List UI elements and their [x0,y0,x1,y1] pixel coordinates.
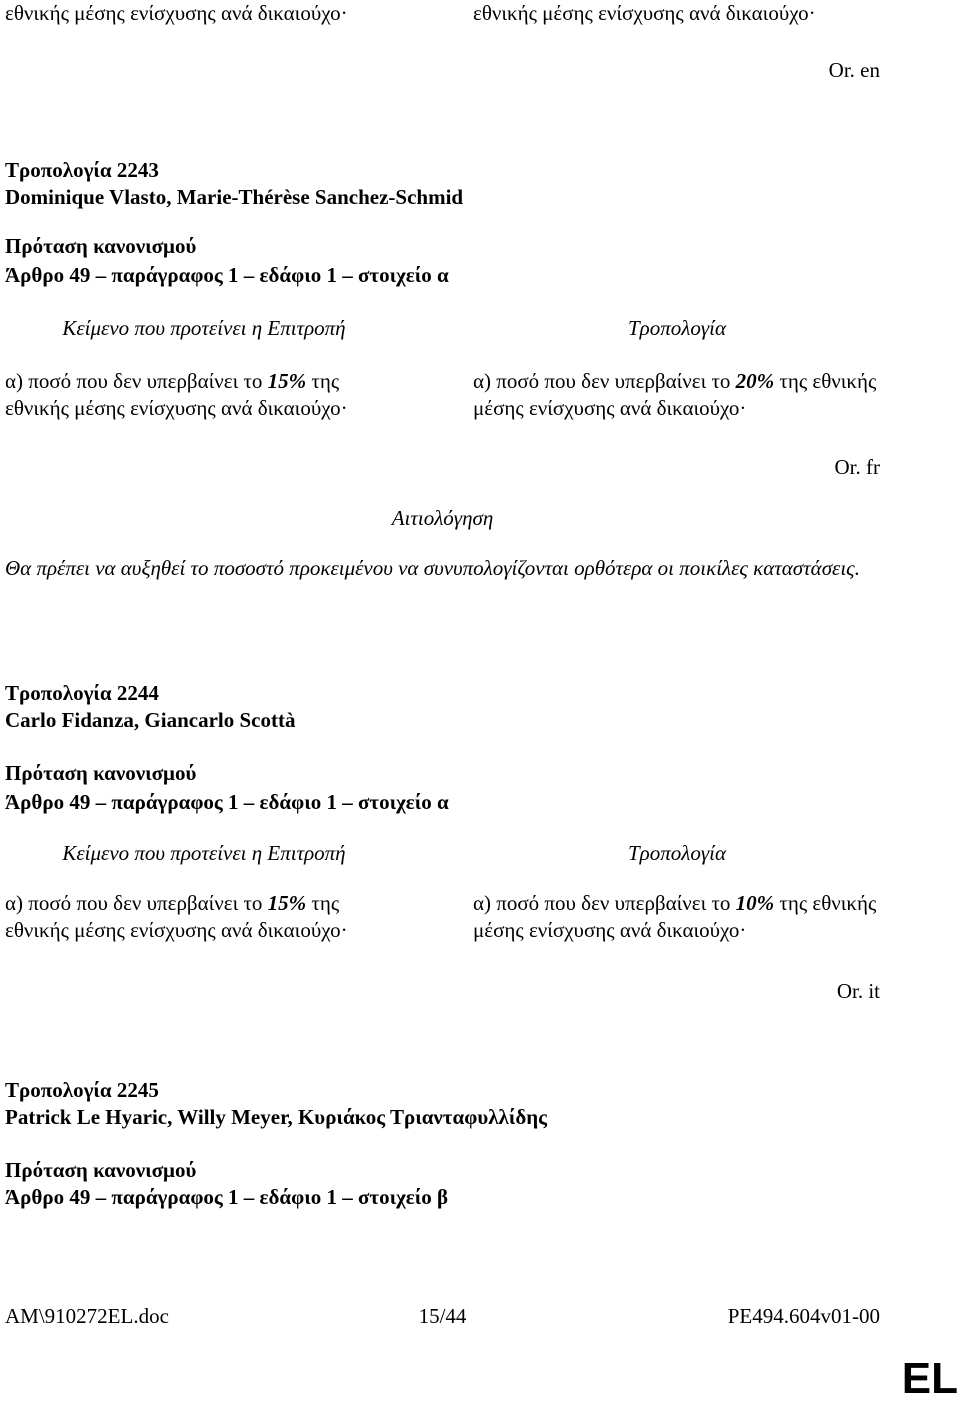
amendment-text [473,890,881,944]
article-reference: Άρθρο 49 – παράγραφος 1 – εδάφιο 1 – στοιχείο α [5,790,449,814]
amendment-authors: Dominique Vlasto, Marie-Thérèse Sanchez-Schmid [5,185,464,209]
amendment-authors: Carlo Fidanza, Giancarlo Scottà [5,708,296,732]
proposal-label: Πρόταση κανονισμού [5,761,197,785]
column-header-commission: Κείμενο που προτείνει η Επιτροπή [62,841,346,865]
amendment-text-after: της εθνικής μέσης ενίσχυσης ανά δικαιούχο· [473,369,877,420]
justification-heading: Αιτιολόγηση [391,506,494,530]
language-badge: EL [901,1354,958,1403]
amendment-title: Τροπολογία 2244 [5,681,159,705]
justification-text: Θα πρέπει να αυξηθεί το ποσοστό προκειμένου να συνυπολογίζονται ορθότερα οι ποικίλες καταστάσεις. [5,556,860,580]
footer-page-number: 15/44 [418,1304,467,1328]
original-language-note: Or. it [836,979,880,1003]
carry-over-commission-text: εθνικής μέσης ενίσχυσης ανά δικαιούχο· [5,1,348,25]
commission-text-before: α) ποσό που δεν υπερβαίνει το [5,369,263,393]
original-language-note: Or. en [828,58,880,82]
commission-percentage: 15% [267,369,307,393]
article-reference: Άρθρο 49 – παράγραφος 1 – εδάφιο 1 – στοιχείο α [5,263,449,287]
commission-percentage: 15% [267,891,307,915]
amendment-percentage: 10% [735,891,775,915]
original-language-note: Or. fr [834,455,880,479]
commission-text [5,368,403,422]
commission-text-before: α) ποσό που δεν υπερβαίνει το [5,891,263,915]
column-header-amendment: Τροπολογία [627,316,726,340]
proposal-label: Πρόταση κανονισμού [5,1158,197,1182]
amendment-text-before: α) ποσό που δεν υπερβαίνει το [473,891,731,915]
column-header-amendment: Τροπολογία [627,841,726,865]
amendment-text-before: α) ποσό που δεν υπερβαίνει το [473,369,731,393]
commission-text-after: της εθνικής μέσης ενίσχυσης ανά δικαιούχο· [5,891,348,942]
amendment-text [473,368,881,422]
amendment-authors: Patrick Le Hyaric, Willy Meyer, Κυριάκος Τριανταφυλλίδης [5,1105,548,1129]
commission-text-after: της εθνικής μέσης ενίσχυσης ανά δικαιούχο· [5,369,348,420]
amendment-percentage: 20% [735,369,775,393]
footer-document-reference: PE494.604v01-00 [727,1304,880,1328]
amendment-text-after: της εθνικής μέσης ενίσχυσης ανά δικαιούχο· [473,891,877,942]
column-header-commission: Κείμενο που προτείνει η Επιτροπή [62,316,346,340]
article-reference: Άρθρο 49 – παράγραφος 1 – εδάφιο 1 – στοιχείο β [5,1185,449,1209]
proposal-label: Πρόταση κανονισμού [5,234,197,258]
carry-over-amendment-text: εθνικής μέσης ενίσχυσης ανά δικαιούχο· [473,1,816,25]
commission-text [5,890,403,944]
amendment-title: Τροπολογία 2243 [5,158,159,182]
amendment-title: Τροπολογία 2245 [5,1078,159,1102]
footer-file-name: AM\910272EL.doc [5,1304,169,1328]
